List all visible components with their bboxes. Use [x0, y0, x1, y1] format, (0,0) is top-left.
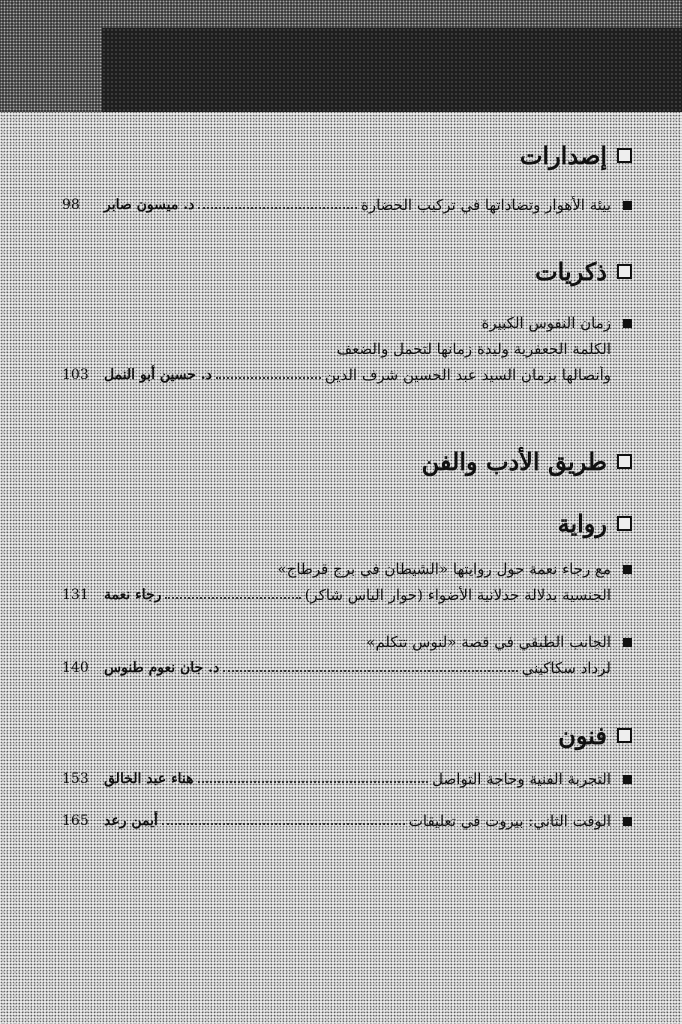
- square-icon: [617, 264, 632, 279]
- toc-entry[interactable]: [62, 192, 632, 218]
- section-title: ذكريات: [535, 256, 607, 286]
- leader-dots: [165, 597, 300, 599]
- entry-subtitle: الكلمة الجعفرية وليدة زمانها لتحمل والضعف: [336, 340, 611, 358]
- page-number: 98: [62, 197, 80, 213]
- bullet-icon: [623, 201, 632, 210]
- header-dark-block: [102, 28, 682, 112]
- entry-subtitle: وأنصالها بزمان السيد عبد الحسين شرف الدين: [324, 366, 611, 384]
- header-band: [0, 0, 682, 112]
- bullet-icon: [623, 638, 632, 647]
- toc-entry[interactable]: [62, 766, 632, 792]
- leader-dots: [216, 377, 321, 379]
- entry-title: زمان النفوس الكبيرة: [481, 314, 611, 332]
- toc-entry[interactable]: [62, 556, 632, 608]
- entry-author: د. ميسون صابر: [104, 197, 195, 213]
- section-title: إصدارات: [519, 140, 607, 170]
- bullet-icon: [623, 565, 632, 574]
- entry-author: د. حسين أبو النمل: [104, 367, 212, 383]
- toc-entry[interactable]: [62, 629, 632, 681]
- toc-entry[interactable]: [62, 808, 632, 834]
- entry-author: هناء عبد الخالق: [104, 771, 194, 787]
- section-isdarat: [62, 138, 632, 172]
- page-number: 103: [62, 367, 89, 383]
- section-tariq: [62, 444, 632, 478]
- section-funun: [62, 718, 632, 752]
- section-thikrayat: [62, 254, 632, 288]
- square-icon: [617, 454, 632, 469]
- page-number: 165: [62, 813, 89, 829]
- bullet-icon: [623, 817, 632, 826]
- entry-title: بيئة الأهوار وتضاداتها في تركيب الحضارة: [360, 196, 611, 214]
- page-number: 140: [62, 660, 89, 676]
- page-number: 131: [62, 587, 89, 603]
- entry-subtitle: لرداد سكاكيني: [521, 659, 611, 677]
- entry-title: التجربة الفنية وحاجة التواصل: [432, 770, 611, 788]
- bullet-icon: [623, 319, 632, 328]
- square-icon: [617, 728, 632, 743]
- leader-dots: [198, 781, 429, 783]
- entry-author: أيمن رعد: [104, 813, 158, 829]
- leader-dots: [162, 823, 405, 825]
- entry-subtitle: الجنسية بدلالة جدلانية الأضواء (حوار الياس شاكر): [304, 586, 611, 604]
- leader-dots: [223, 670, 518, 672]
- entry-title: الجانب الطبقي في قصة «لنوس تتكلم»: [366, 633, 611, 651]
- entry-title: مع رجاء نعمة حول روايتها «الشيطان في برج قرطاج»: [277, 560, 611, 578]
- section-riwaya: [62, 506, 632, 540]
- section-title: فنون: [558, 720, 607, 750]
- entry-author: رجاء نعمة: [104, 587, 162, 603]
- leader-dots: [198, 207, 357, 209]
- entry-author: د. جان نعوم طنوس: [104, 660, 220, 676]
- section-title: طريق الأدب والفن: [421, 446, 607, 476]
- bullet-icon: [623, 775, 632, 784]
- square-icon: [617, 516, 632, 531]
- entry-title: الوقت الثاني: بيروت في تعليقات: [408, 812, 611, 830]
- square-icon: [617, 148, 632, 163]
- page-number: 153: [62, 771, 89, 787]
- section-title: رواية: [557, 508, 607, 538]
- toc-entry[interactable]: [62, 310, 632, 388]
